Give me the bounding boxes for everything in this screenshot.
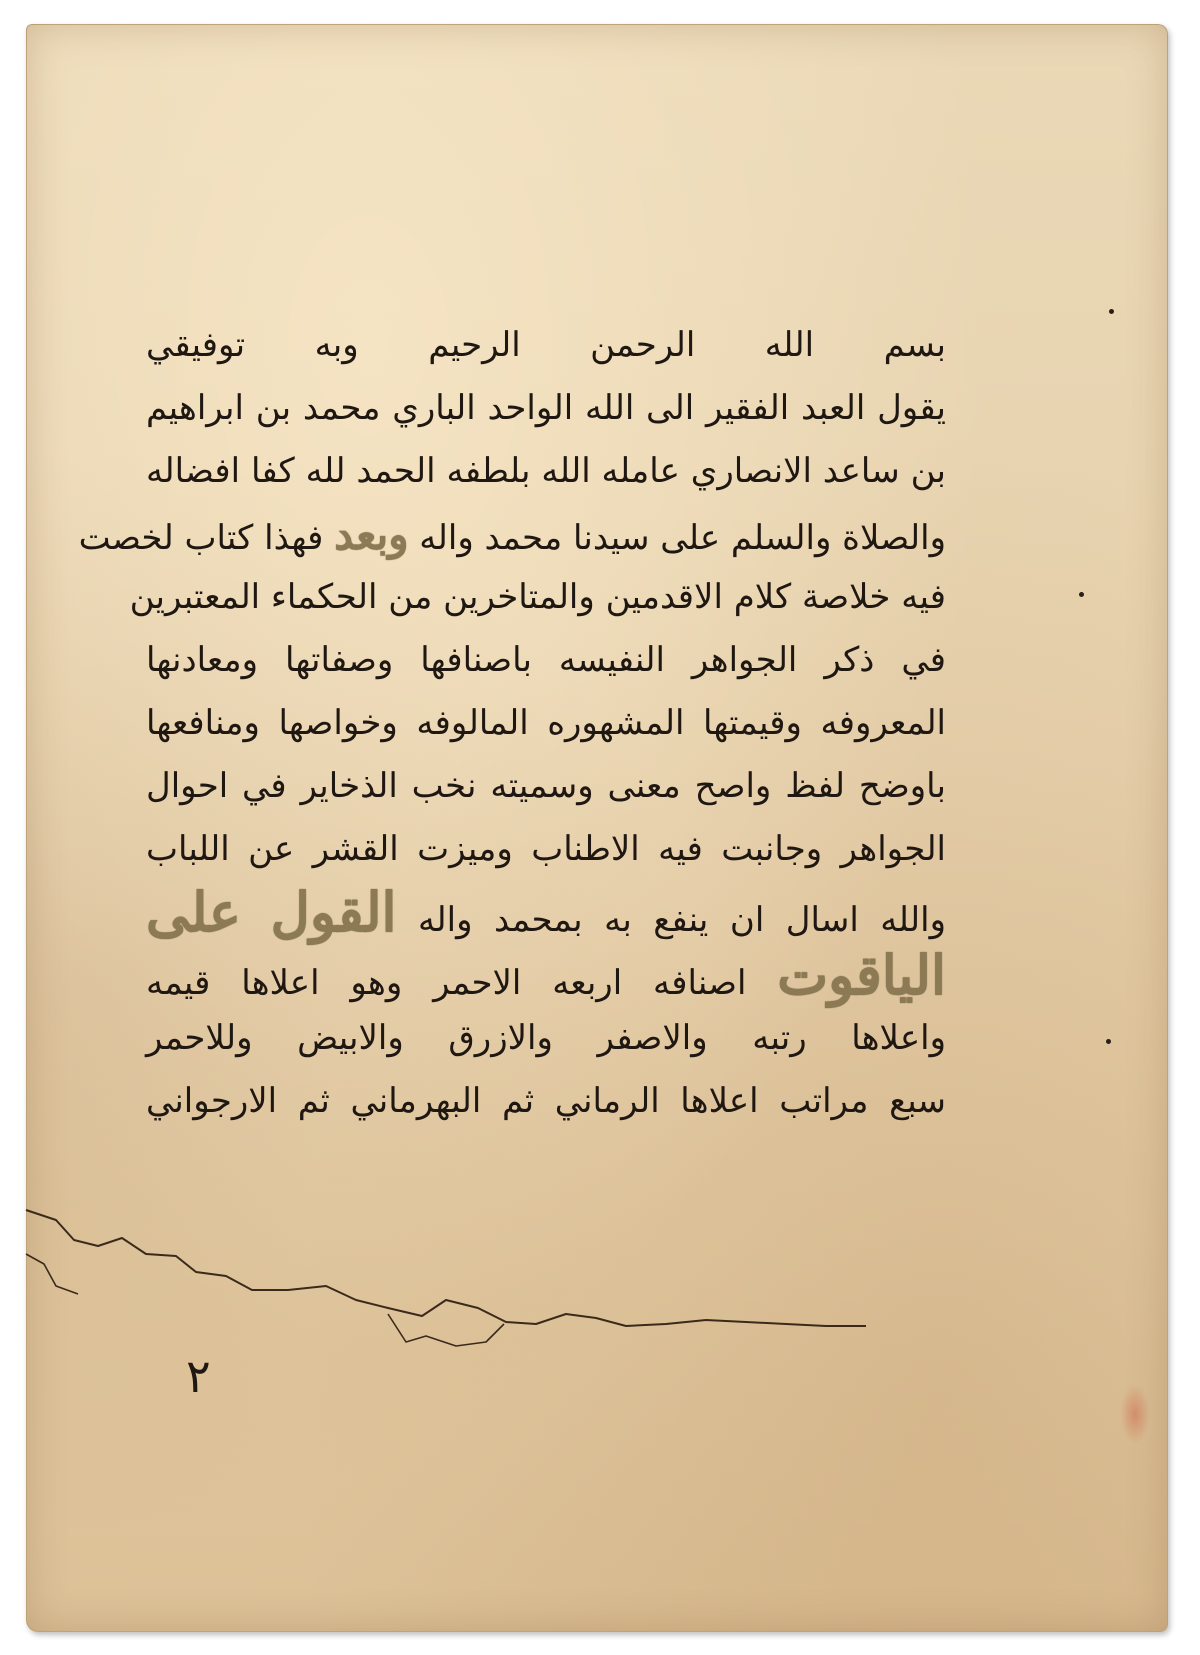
text-line: [146, 692, 946, 755]
text-run: سبع مراتب اعلاها الرماني ثم البهرماني ثم الارجواني: [146, 1081, 946, 1121]
rubric-heading: القول على: [146, 880, 397, 944]
text-run: فهذا كتاب لخصت: [78, 518, 335, 558]
text-run: المعروفه وقيمتها المشهوره المالوفه وخواصها ومنافعها: [146, 703, 946, 743]
text-line: [78, 503, 946, 566]
text-run: في ذكر الجواهر النفيسه باصنافها وصفاتها ومعادنها: [146, 640, 946, 680]
text-line: [146, 944, 946, 1007]
text-run: والصلاة والسلم على سيدنا محمد واله: [408, 518, 946, 558]
text-line: [146, 1007, 946, 1070]
text-line: [146, 818, 946, 881]
text-run: الجواهر وجانبت فيه الاطناب وميزت القشر عن اللباب: [146, 829, 946, 869]
text-run: اصنافه اربعه الاحمر وهو اعلاها قيمه: [146, 963, 778, 1003]
text-run: بسم الله الرحمن الرحيم وبه توفيقي: [146, 325, 946, 365]
text-line: [146, 314, 946, 377]
text-line: [146, 1070, 946, 1133]
folio-number: ٢: [186, 1349, 211, 1403]
text-run: فيه خلاصة كلام الاقدمين والمتاخرين من الحكماء المعتبرين: [129, 577, 946, 617]
text-run: يقول العبد الفقير الى الله الواحد الباري محمد بن ابراهيم: [146, 388, 946, 428]
margin-ink-dot: [1079, 592, 1084, 597]
text-run: واعلاها رتبه والاصفر والازرق والابيض وللاحمر: [146, 1018, 946, 1058]
rubric-heading: الياقوت: [777, 943, 946, 1007]
text-run: والله اسال ان ينفع به بمحمد واله: [396, 900, 946, 940]
rubric-heading: وبعد: [334, 510, 409, 559]
text-line: [146, 755, 946, 818]
margin-ink-dot: [1106, 1039, 1111, 1044]
text-run: باوضح لفظ واصح معنى وسميته نخب الذخاير في احوال: [146, 766, 946, 806]
text-line: [146, 440, 946, 503]
text-line: [129, 566, 946, 629]
manuscript-text-block: [78, 314, 946, 1133]
manuscript-page: [26, 24, 1168, 1632]
margin-ink-dot: [1109, 309, 1114, 314]
text-line: [146, 629, 946, 692]
text-line: [146, 377, 946, 440]
red-stain: [1120, 1384, 1150, 1444]
text-line: [146, 881, 946, 944]
text-run: بن ساعد الانصاري عامله الله بلطفه الحمد لله كفا افضاله: [146, 451, 946, 491]
